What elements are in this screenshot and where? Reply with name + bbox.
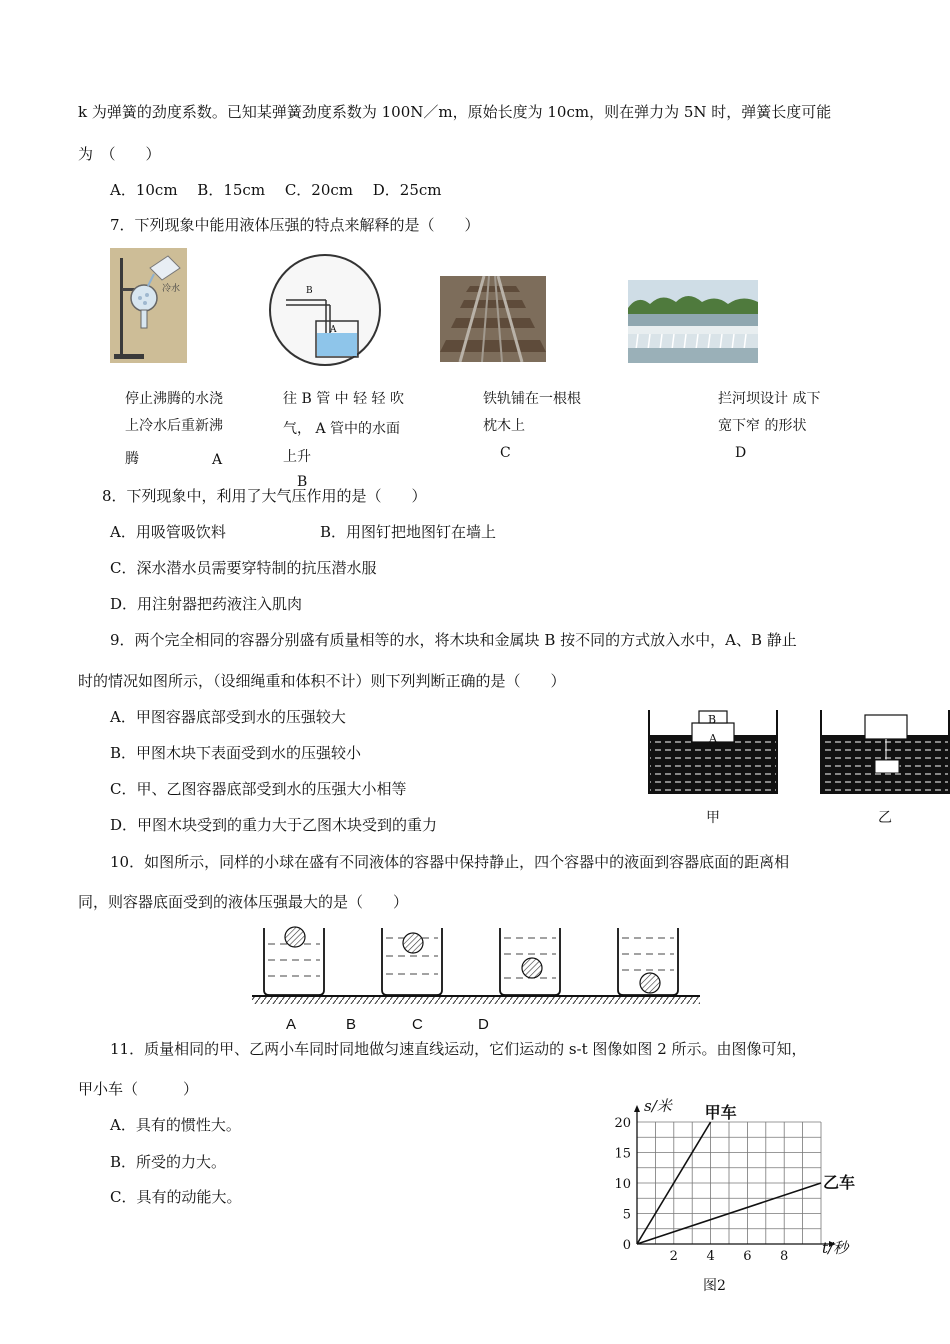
caption-b-letter: B	[297, 474, 308, 490]
dam-image	[628, 280, 758, 363]
q11-option-c: C．具有的动能大。	[110, 1188, 242, 1206]
q6-line1: k 为弹簧的劲度系数。已知某弹簧劲度系数为 100N／m，原始长度为 10cm，则在弹力为 5N 时，弹簧长度可能	[78, 103, 832, 121]
q6-options: A．10cm B．15cm C．20cm D．25cm	[110, 181, 442, 199]
q10-line1: 10．如图所示，同样的小球在盛有不同液体的容器中保持静止，四个容器中的液面到容器底面的距离相	[110, 853, 790, 871]
q6-line2: 为 （ ）	[78, 145, 161, 163]
y-tick-label: 0	[622, 1238, 631, 1253]
q8-option-d: D．用注射器把药液注入肌肉	[110, 595, 303, 613]
caption-a-letter: A	[212, 452, 223, 468]
caption-c-line2: 枕木上	[483, 418, 525, 434]
y-axis-arrow	[634, 1105, 640, 1112]
caption-c-line1: 铁轨铺在一根根	[483, 391, 581, 407]
y-tick-label: 20	[614, 1116, 631, 1131]
caption-a-line1: 停止沸腾的水浇	[125, 391, 223, 407]
beaker-label-c: C	[412, 1016, 423, 1033]
chart-caption: 图2	[703, 1278, 726, 1294]
q10-beakers-figure	[252, 920, 700, 1008]
tube-a-label: A	[330, 325, 337, 335]
caption-b-line3: 上升	[283, 449, 311, 465]
st-chart-xlabel: t/秒	[822, 1239, 849, 1257]
q11-line2: 甲小车（ ）	[78, 1080, 199, 1098]
block-a-label-yi: A	[882, 726, 890, 739]
q11-option-b: B．所受的力大。	[110, 1153, 227, 1171]
q8-option-a: A．用吸管吸饮料	[110, 523, 226, 541]
series-label-0: 甲车	[704, 1103, 737, 1122]
series-label-1: 乙车	[823, 1173, 856, 1192]
beaker-label-b: B	[346, 1016, 357, 1033]
block-a-label: A	[709, 732, 717, 745]
q9-option-d: D．甲图木块受到的重力大于乙图木块受到的重力	[110, 816, 438, 834]
q9-line2: 时的情况如图所示，（设细绳重和体积不计）则下列判断正确的是（ ）	[78, 672, 566, 690]
st-chart	[606, 1094, 876, 1264]
q8-option-c: C．深水潜水员需要穿特制的抗压潜水服	[110, 559, 377, 577]
fig-label-jia: 甲	[706, 810, 720, 826]
tube-blowing-image	[268, 253, 383, 368]
x-tick-label: 4	[706, 1249, 715, 1264]
boiling-flask-image	[110, 248, 187, 363]
q8-option-b: B．用图钉把地图钉在墙上	[320, 523, 497, 541]
railway-image	[440, 276, 546, 362]
caption-a-line2: 上冷水后重新沸	[125, 418, 223, 434]
y-tick-label: 15	[614, 1146, 631, 1162]
q9-option-c: C．甲、乙图容器底部受到水的压强大小相等	[110, 780, 407, 798]
y-tick-label: 10	[614, 1177, 631, 1192]
q11-option-a: A．具有的惯性大。	[110, 1116, 241, 1134]
q9-line1: 9．两个完全相同的容器分别盛有质量相等的水，将木块和金属块 B 按不同的方式放入水中，A、B 静止	[110, 631, 797, 649]
y-tick-label: 5	[622, 1207, 631, 1223]
fig-label-yi: 乙	[878, 810, 892, 826]
flask-label: 冷水	[162, 284, 181, 294]
caption-b-line2: 气， A 管中的水面	[283, 421, 401, 437]
caption-c-letter: C	[500, 445, 511, 461]
x-tick-label: 2	[669, 1249, 678, 1264]
tube-b-label: B	[306, 286, 313, 296]
q9-containers-figure	[644, 706, 950, 798]
block-b-label: B	[708, 713, 717, 726]
beaker-label-d: D	[478, 1016, 489, 1033]
st-chart-ylabel: s/米	[644, 1097, 672, 1115]
caption-d-line2: 宽下窄 的形状	[718, 418, 807, 434]
q10-line2: 同，则容器底面受到的液体压强最大的是（ ）	[78, 893, 409, 911]
q9-option-a: A．甲图容器底部受到水的压强较大	[110, 708, 346, 726]
caption-a-line3: 腾	[125, 451, 139, 467]
q8-stem: 8．下列现象中，利用了大气压作用的是（ ）	[102, 487, 427, 505]
q7-stem: 7．下列现象中能用液体压强的特点来解释的是（ ）	[110, 216, 480, 234]
x-tick-label: 8	[780, 1249, 789, 1264]
beaker-label-a: A	[286, 1016, 297, 1033]
x-tick-label: 6	[743, 1249, 752, 1264]
caption-d-line1: 拦河坝设计 成下	[718, 391, 821, 407]
caption-b-line1: 往 B 管 中 轻 轻 吹	[283, 391, 404, 407]
caption-d-letter: D	[735, 445, 747, 461]
q9-option-b: B．甲图木块下表面受到水的压强较小	[110, 744, 362, 762]
q11-line1: 11．质量相同的甲、乙两小车同时同地做匀速直线运动，它们运动的 s-t 图像如图 2 所示。由图像可知，	[110, 1040, 807, 1058]
